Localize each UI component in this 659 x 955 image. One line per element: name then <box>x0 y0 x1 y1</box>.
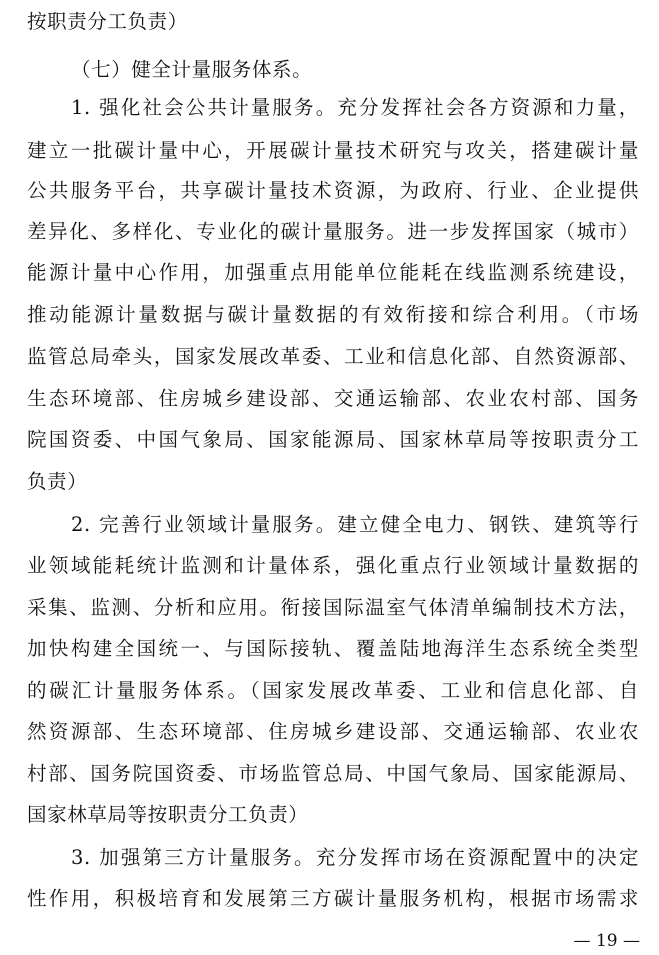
paragraph-2-line: 采集、监测、分析和应用。衔接国际温室气体清单编制技术方法， <box>27 596 639 619</box>
paragraph-1-line: 负责） <box>27 470 88 493</box>
paragraph-1-line: 院国资委、中国气象局、国家能源局、国家林草局等按职责分工 <box>27 428 639 451</box>
paragraph-1-line: 推动能源计量数据与碳计量数据的有效衔接和综合利用。（市场 <box>27 303 639 326</box>
paragraph-2-line: 的碳汇计量服务体系。（国家发展改革委、工业和信息化部、自 <box>27 679 639 702</box>
paragraph-3-line: 3. 加强第三方计量服务。充分发挥市场在资源配置中的决定 <box>71 846 639 869</box>
paragraph-2-line: 国家林草局等按职责分工负责） <box>27 803 309 826</box>
paragraph-1-line: 能源计量中心作用，加强重点用能单位能耗在线监测系统建设， <box>27 261 639 284</box>
paragraph-2-line: 2. 完善行业领域计量服务。建立健全电力、钢铁、建筑等行 <box>71 513 639 536</box>
paragraph-1-line: 监管总局牵头，国家发展改革委、工业和信息化部、自然资源部、 <box>27 345 639 368</box>
paragraph-2-line: 村部、国务院国资委、市场监管总局、中国气象局、国家能源局、 <box>27 762 639 785</box>
page-number: — 19 — <box>573 931 640 951</box>
paragraph-1-line: 1. 强化社会公共计量服务。充分发挥社会各方资源和力量， <box>71 96 639 119</box>
paragraph-1-line: 建立一批碳计量中心，开展碳计量技术研究与攻关，搭建碳计量 <box>27 139 639 162</box>
paragraph-2-line: 业领域能耗统计监测和计量体系，强化重点行业领域计量数据的 <box>27 554 639 577</box>
paragraph-2-line: 加快构建全国统一、与国际接轨、覆盖陆地海洋生态系统全类型 <box>27 637 639 660</box>
paragraph-1-line: 公共服务平台，共享碳计量技术资源，为政府、行业、企业提供 <box>27 179 639 202</box>
paragraph-1-line: 差异化、多样化、专业化的碳计量服务。进一步发挥国家（城市） <box>27 220 639 243</box>
section-heading: （七）健全计量服务体系。 <box>71 58 313 81</box>
paragraph-2-line: 然资源部、生态环境部、住房城乡建设部、交通运输部、农业农 <box>27 720 639 743</box>
paragraph-3-line: 性作用，积极培育和发展第三方碳计量服务机构，根据市场需求 <box>27 887 639 910</box>
paragraph-1-line: 生态环境部、住房城乡建设部、交通运输部、农业农村部、国务 <box>27 387 639 410</box>
text-line: 按职责分工负责） <box>27 10 188 33</box>
